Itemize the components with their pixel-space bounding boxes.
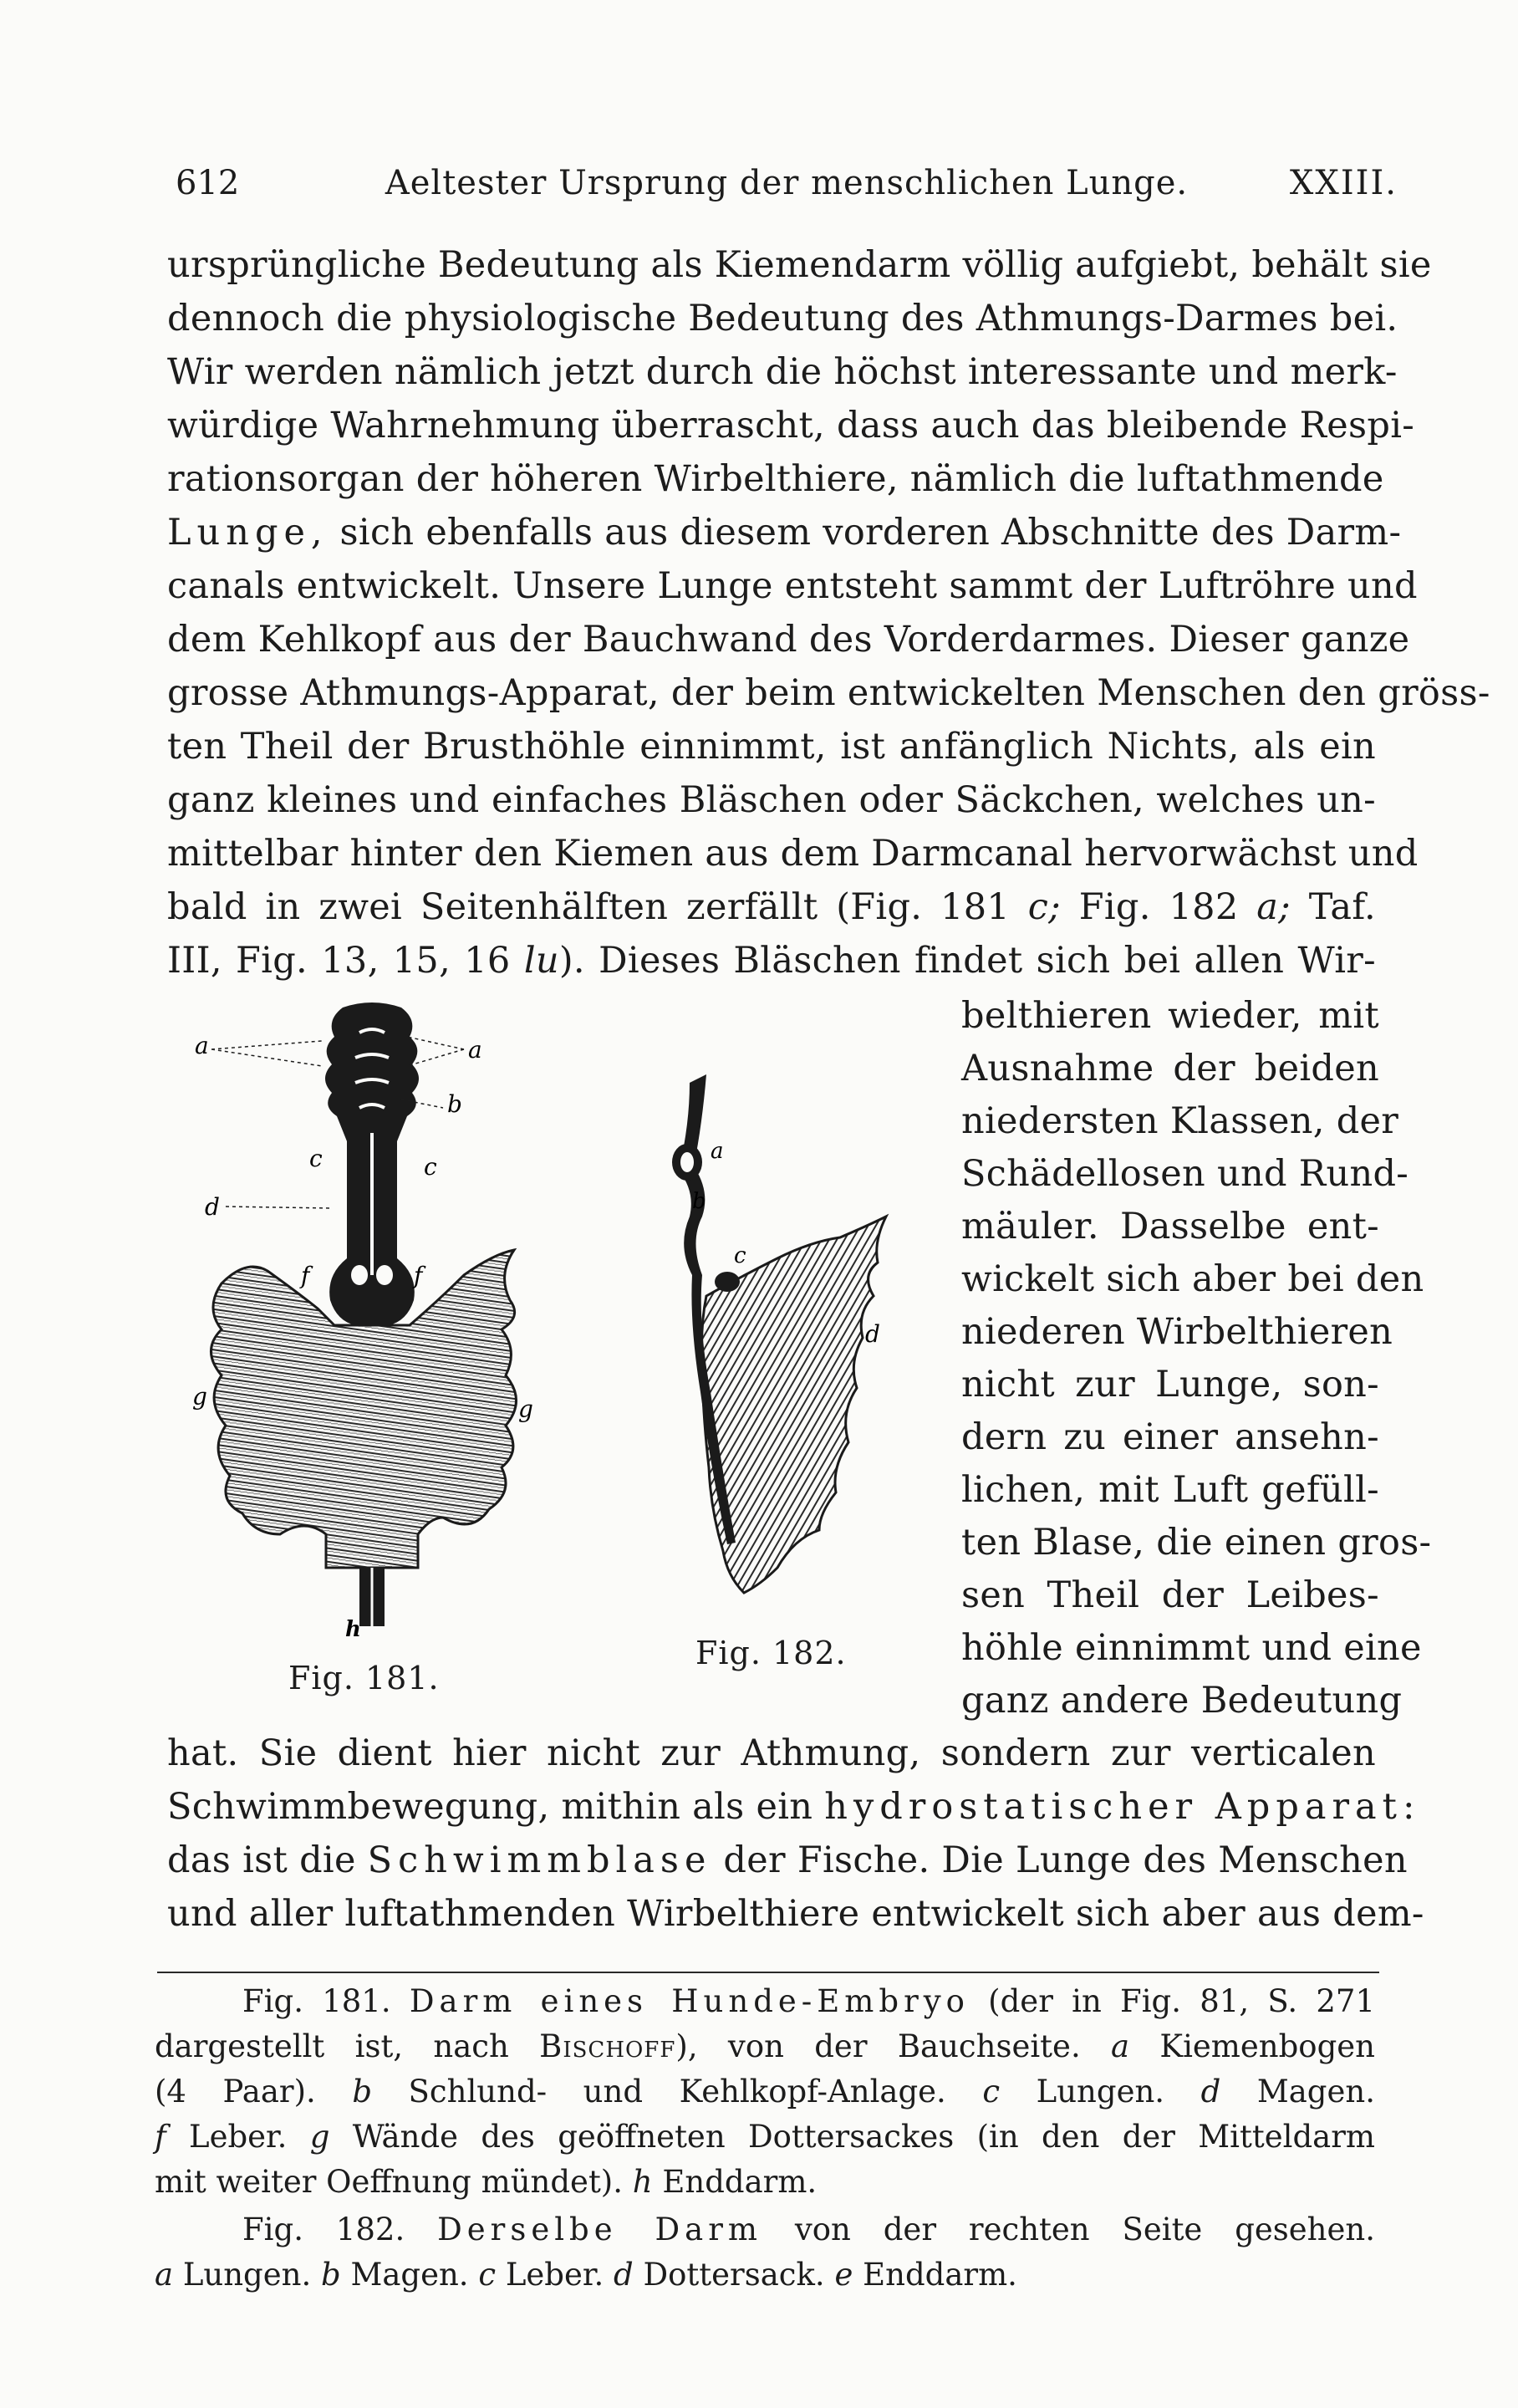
body-text: Taf. [1290,886,1376,928]
body-line: belthieren wieder, mit [961,995,1379,1037]
body-text: das ist die [167,1839,368,1881]
fn-italic: c [478,2257,497,2293]
body-line: lichen, mit Luft gefüll- [961,1469,1379,1511]
fn-text: ), von der Bauchseite. [675,2028,1112,2064]
chapter-number: XXIII. [1289,164,1398,202]
body-text: Schwimmbewegung, mithin als ein [167,1786,825,1828]
fn-author: Bischoff [539,2028,676,2064]
body-line [167,886,1376,928]
fig181-label-g-right: g [518,1395,533,1423]
body-line: sen Theil der Leibes- [961,1574,1379,1616]
body-text: III, Fig. 13, 15, 16 [167,940,524,982]
body-line: mäuler. Dasselbe ent- [961,1206,1379,1247]
body-text: der Fische. Die Lunge des Menschen [711,1839,1408,1881]
fig181-label-d: d [205,1193,220,1221]
italic-ref: a; [1256,886,1291,928]
body-line [167,940,1376,982]
fig181-label-c-right: c [424,1153,437,1181]
fig181-label-a-right: a [468,1036,482,1064]
footnote-line [155,2028,1375,2064]
body-line: Ausnahme der beiden [961,1048,1379,1089]
footnote-line [155,2119,1375,2155]
fn-text: Magen. [1220,2074,1375,2110]
fn-text: von der rechten Seite gesehen. [762,2212,1375,2247]
fn-text: Kiemenbogen [1129,2028,1375,2064]
fn-text: Lungen. [1000,2074,1201,2110]
body-line: niedersten Klassen, der [961,1100,1399,1142]
fn-italic: b [321,2257,341,2293]
body-text: bald in zwei Seitenhälften zerfällt (Fig. 181 [167,886,1028,928]
fig181-label-b: b [447,1090,462,1118]
body-line: dern zu einer ansehn- [961,1416,1379,1458]
body-line: würdige Wahrnehmung überrascht, dass auch das bleibende Respi- [167,405,1415,446]
fig182-label-c: c [734,1243,746,1268]
body-line: canals entwickelt. Unsere Lunge entsteht sammt der Luftröhre und [167,565,1418,607]
body-line: ten Theil der Brusthöhle einnimmt, ist anfänglich Nichts, als ein [167,726,1376,768]
fn-text: (4 Paar). [155,2074,353,2110]
body-line: Schädellosen und Rund- [961,1153,1409,1195]
fn-text: Leber. [496,2257,614,2293]
fig182-label-a: a [711,1139,724,1164]
fn-italic: d [614,2257,634,2293]
fn-text: mit weiter Oeffnung mündet). [155,2164,633,2200]
fn-text: Dottersack. [633,2257,835,2293]
fn-text: Lungen. [173,2257,321,2293]
fn-italic: e [834,2257,853,2293]
fig181-label-a-left: a [195,1032,209,1059]
fn-text: dargestellt ist, nach [155,2028,540,2064]
body-line: niederen Wirbelthieren [961,1311,1393,1353]
fig181-label-f-left: f [301,1262,310,1289]
fn-italic: h [632,2164,653,2200]
fn-text: Wände des geöffneten Dottersackes (in den der Mitteldarm [329,2119,1375,2155]
footnote-line [242,1983,1375,2019]
running-head [176,164,1398,214]
fn-text: Fig. 181. [242,1983,410,2019]
fn-text: Magen. [340,2257,479,2293]
body-line: wickelt sich aber bei den [961,1258,1424,1300]
fn-spaced: Derselbe Darm [437,2212,762,2247]
footnote-line [242,2212,1375,2247]
footnote-line [155,2257,1375,2293]
footnote-line [155,2074,1375,2110]
body-line: ten Blase, die einen gros- [961,1522,1432,1564]
fn-text: (der in Fig. 81, S. 271 [969,1983,1376,2019]
fn-text: Enddarm. [652,2164,818,2200]
body-line: dennoch die physiologische Bedeutung des Athmungs-Darmes bei. [167,298,1398,339]
fig181-label-f-right: f [414,1262,423,1289]
fig181-label-g-left: g [192,1383,207,1411]
body-text: ). Dieses Bläschen findet sich bei allen Wir- [558,940,1376,982]
running-title: Aeltester Ursprung der menschlichen Lunge. [385,164,1189,202]
body-line: hat. Sie dient hier nicht zur Athmung, sondern zur verticalen [167,1732,1376,1774]
footnote-line [155,2164,1375,2200]
fn-italic: c [982,2074,1001,2110]
body-line: Wir werden nämlich jetzt durch die höchst interessante und merk- [167,351,1398,393]
fn-text: Leber. [166,2119,310,2155]
body-line: ganz andere Bedeutung [961,1680,1403,1722]
spaced-term: Schwimmblase [367,1839,712,1881]
body-text: Fig. 182 [1060,886,1257,928]
spaced-term: hydrostatischer Apparat: [824,1786,1421,1828]
body-line: ursprüngliche Bedeutung als Kiemendarm völlig aufgiebt, behält sie [167,244,1432,286]
page-number: 612 [176,164,240,202]
fn-italic: f [155,2119,166,2155]
fn-italic: a [1111,2028,1130,2064]
italic-ref: c; [1027,886,1061,928]
fig182-label-d: d [865,1320,880,1348]
figure-181-illustration [188,999,556,1643]
fig181-label-c-left: c [309,1145,323,1172]
body-line: grosse Athmungs-Apparat, der beim entwickelten Menschen den gröss- [167,672,1490,714]
fn-text: Enddarm. [853,2257,1017,2293]
fig182-label-b: b [692,1189,706,1214]
body-line [167,512,1402,554]
fig181-caption: Fig. 181. [288,1660,440,1696]
footnote-divider [157,1972,1379,1973]
body-line: höhle einnimmt und eine [961,1627,1422,1669]
spaced-term: Lunge, [167,512,329,554]
body-line [167,1839,1408,1881]
body-line [167,1786,1421,1828]
fn-text: Fig. 182. [242,2212,438,2247]
body-line: mittelbar hinter den Kiemen aus dem Darmcanal hervorwächst und [167,833,1419,875]
body-line: ganz kleines und einfaches Bläschen oder Säckchen, welches un- [167,779,1376,821]
fn-spaced: Darm eines Hunde-Embryo [409,1983,970,2019]
body-text: sich ebenfalls aus diesem vorderen Abschnitte des Darm- [328,512,1402,554]
body-line: dem Kehlkopf aus der Bauchwand des Vorderdarmes. Dieser ganze [167,619,1410,661]
body-line: rationsorgan der höheren Wirbelthiere, nämlich die luftathmende [167,458,1384,500]
italic-ref: lu [523,940,559,982]
figure-182-illustration [644,1074,928,1601]
body-line: nicht zur Lunge, son- [961,1364,1379,1406]
fn-italic: d [1200,2074,1221,2110]
fig181-label-h: h [345,1617,361,1642]
fn-italic: a [155,2257,174,2293]
fn-italic: b [352,2074,372,2110]
fig182-caption: Fig. 182. [695,1635,847,1671]
fn-text: Schlund- und Kehlkopf-Anlage. [372,2074,983,2110]
body-line: und aller luftathmenden Wirbelthiere entwickelt sich aber aus dem- [167,1893,1424,1935]
fn-italic: g [309,2119,330,2155]
